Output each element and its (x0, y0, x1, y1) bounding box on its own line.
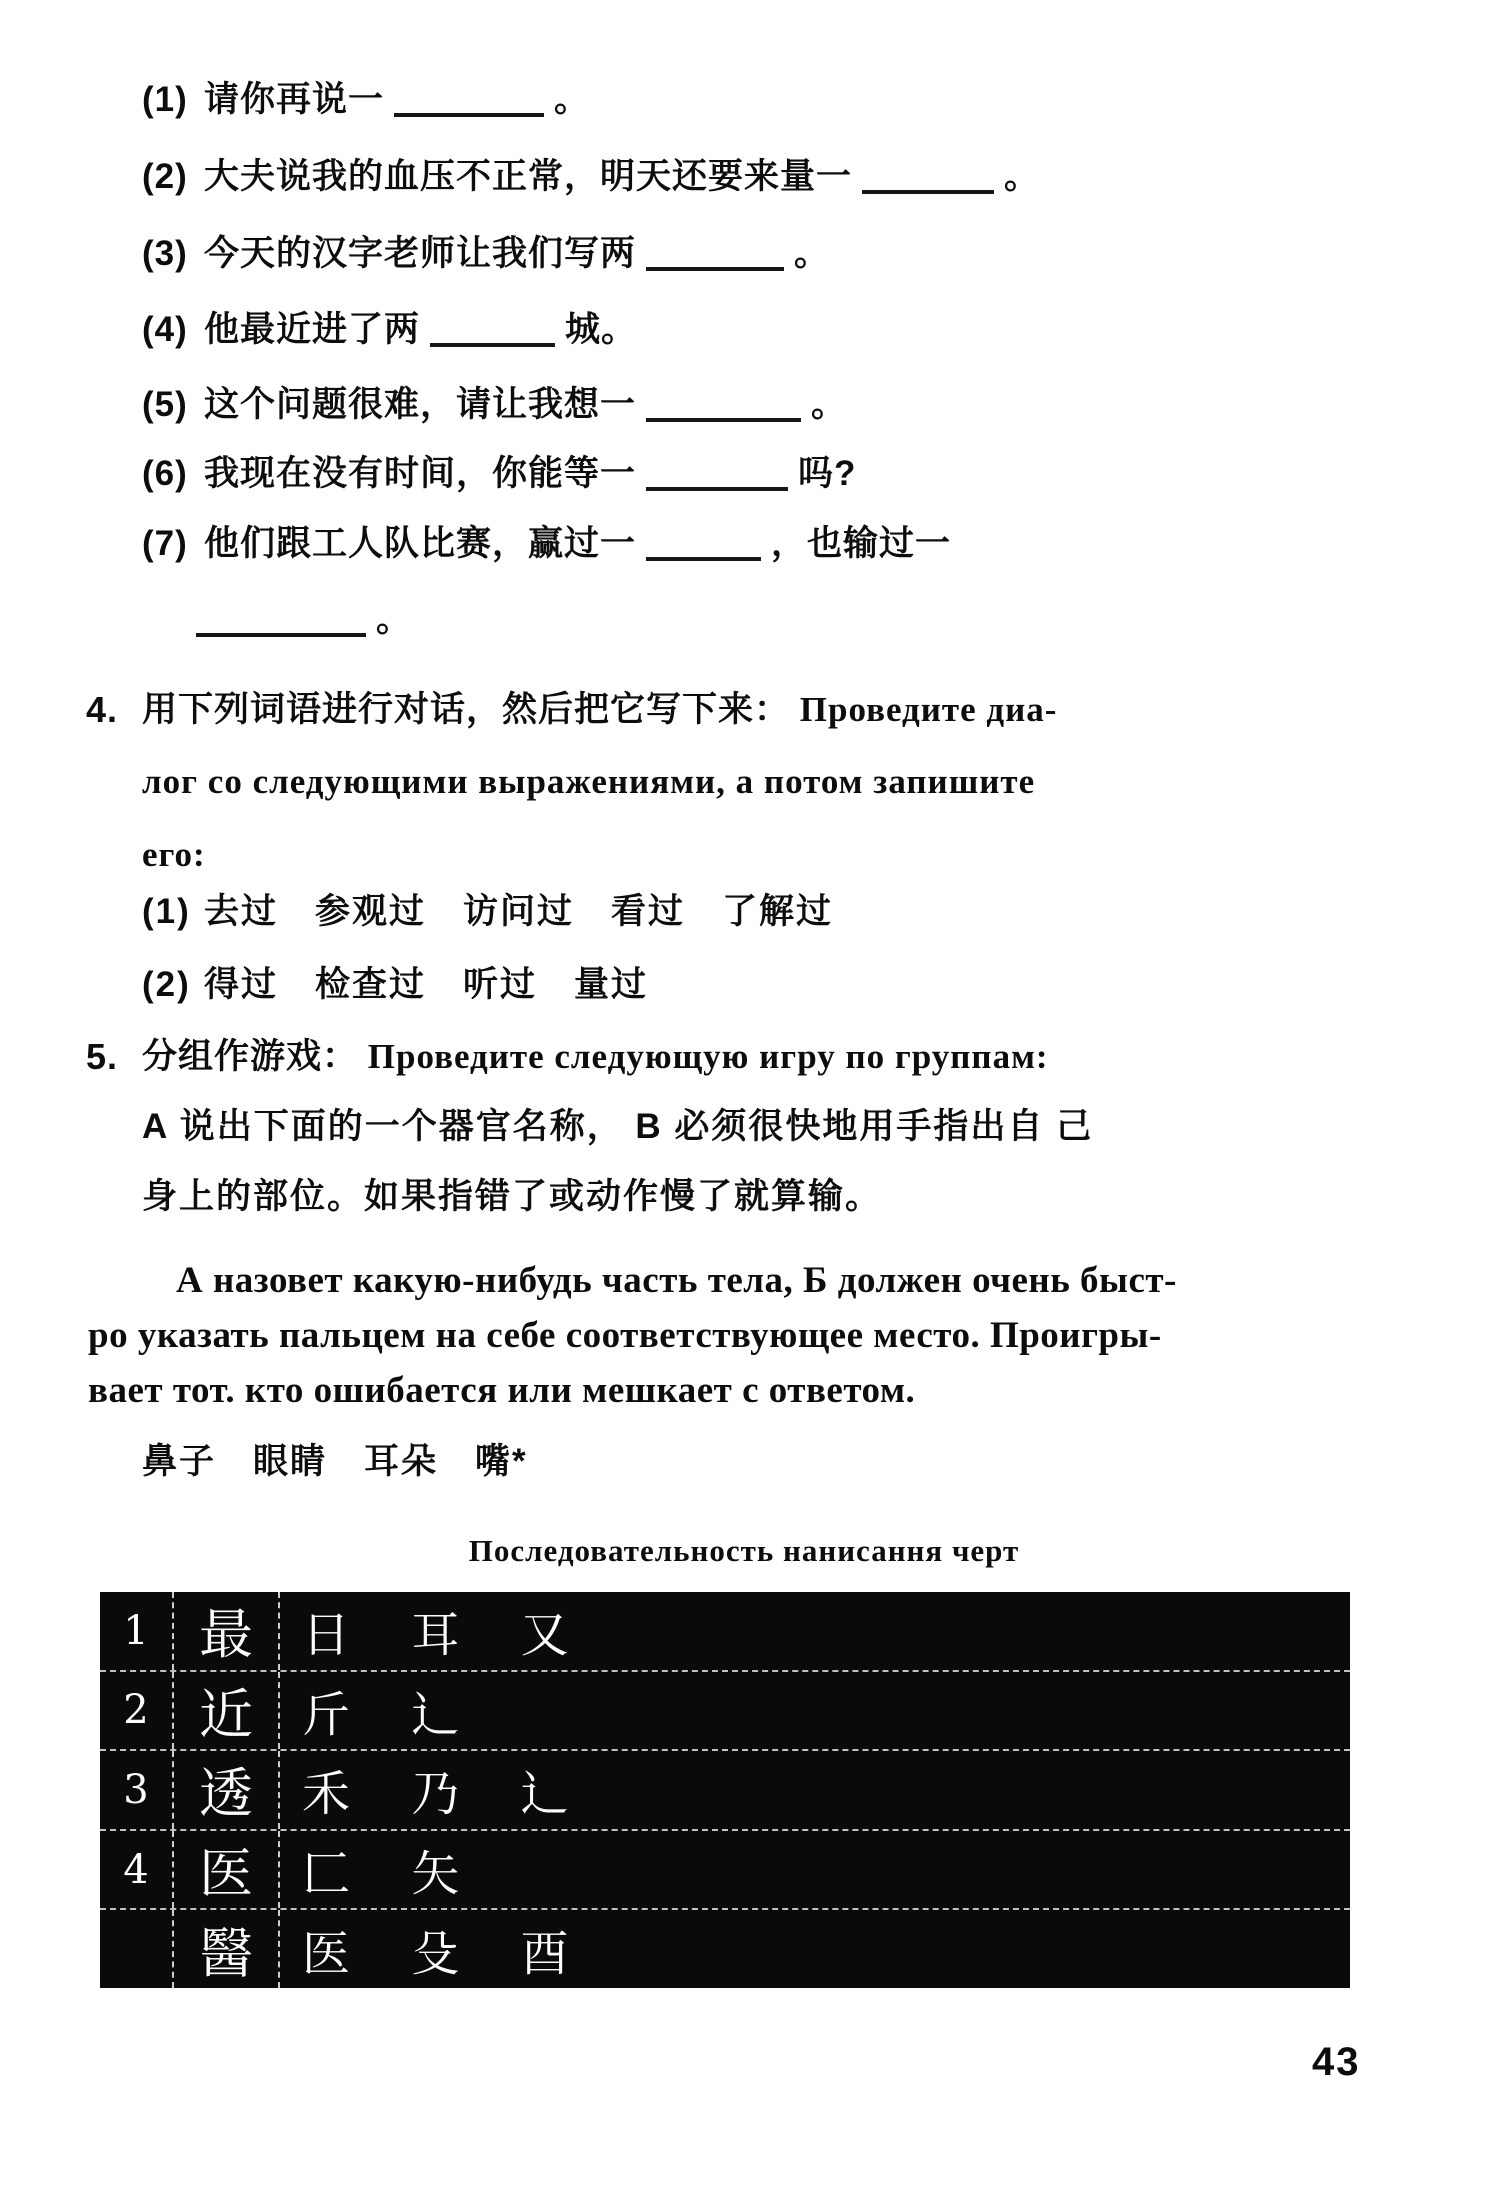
table-row (100, 1751, 1350, 1831)
fill-in-blank (430, 313, 555, 347)
exercise3-item-2 (142, 155, 1040, 199)
row-stroke-steps: 日 耳 又 (302, 1609, 593, 1663)
stroke-order-table (100, 1592, 1350, 1988)
row-number: 2 (100, 1672, 174, 1750)
exercise5-line3: 身上的部位。如果指错了或动作慢了就算输。 (142, 1177, 883, 1216)
item-text-after: ，也输过一 (771, 524, 952, 563)
exercise3-item-7 (142, 522, 951, 566)
item-text: 今天的汉字老师让我们写两 (204, 234, 637, 273)
fill-in-blank (196, 603, 366, 637)
row-number: 4 (100, 1831, 174, 1909)
fill-in-blank (394, 83, 544, 117)
exercise5-header (86, 1035, 1049, 1079)
item-text-after: 城。 (565, 310, 638, 349)
fill-in-blank (646, 237, 784, 271)
fill-in-blank (646, 527, 761, 561)
item-text: 请你再说一 (204, 80, 385, 119)
item-text-after: 。 (1004, 157, 1041, 196)
fill-in-blank (862, 160, 994, 194)
exercise4-header (86, 688, 1058, 732)
item-text-after: 。 (554, 80, 591, 119)
row-stroke-steps: 斤 辶 (302, 1688, 484, 1742)
item-number: (2) (142, 157, 188, 196)
exercise4-line3: его: (142, 835, 206, 874)
row-character: 近 (174, 1672, 280, 1750)
row-character: 醫 (174, 1910, 280, 1988)
russian-paragraph-line2: ро указать пальцем на себе соответствующее место. Проигры- (88, 1315, 1162, 1356)
exercise3-item-5 (142, 383, 847, 427)
page-number: 43 (1312, 2040, 1361, 2084)
exercise5-line2: A 说出下面的一个器官名称， B 必须很快地用手指出自 己 (142, 1107, 1094, 1146)
item-text: 他最近进了两 (204, 310, 421, 349)
item-number: (6) (142, 454, 188, 493)
row-number (100, 1910, 174, 1988)
row-stroke-steps: 禾 乃 辶 (302, 1768, 593, 1822)
item-text: 这个问题很难，请让我想一 (204, 385, 637, 424)
sublist-number: (1) (142, 892, 191, 931)
item-number: (7) (142, 524, 188, 563)
row-number: 3 (100, 1751, 174, 1829)
exercise4-wordlist-2 (142, 963, 648, 1007)
item-text: 他们跟工人队比赛，赢过一 (204, 524, 637, 563)
exercise4-wordlist-1 (142, 890, 833, 934)
row-character: 透 (174, 1751, 280, 1829)
exercise3-item-6 (142, 452, 856, 496)
word-list: 去过 参观过 访问过 看过 了解过 (204, 892, 834, 931)
exercise3-item-1 (142, 78, 590, 122)
table-row (100, 1910, 1350, 1988)
row-stroke-steps: 匚 矢 (302, 1848, 484, 1902)
exercise3-item-4 (142, 308, 637, 352)
table-row (100, 1831, 1350, 1911)
item-text-after: 。 (376, 600, 413, 639)
stroke-order-title: Последовательность нанисання черт (468, 1533, 1020, 1568)
body-parts-word-list: 鼻子 眼睛 耳朵 嘴* (142, 1442, 528, 1481)
fill-in-blank (646, 388, 801, 422)
exercise3-item-3 (142, 232, 830, 276)
item-number: (1) (142, 80, 188, 119)
table-row (100, 1672, 1350, 1752)
item-text-after: 。 (794, 234, 831, 273)
row-character: 医 (174, 1831, 280, 1909)
item-number: (4) (142, 310, 188, 349)
exercise4-line2: лог со следующими выражениями, а потом запишите (142, 762, 1036, 801)
item-number: (3) (142, 234, 188, 273)
russian-paragraph-line3: вает тот. кто ошибается или мешкает с ответом. (88, 1370, 916, 1411)
word-list: 得过 检查过 听过 量过 (204, 965, 649, 1004)
item-text: 大夫说我的血压不正常，明天还要来量一 (204, 157, 853, 196)
sublist-number: (2) (142, 965, 191, 1004)
row-stroke-steps: 医 殳 酉 (302, 1927, 593, 1981)
russian-paragraph-line1: А назовет какую-нибудь часть тела, Б должен очень быст- (176, 1260, 1177, 1301)
exercise5-line1: 分组作游戏： Проведите следующую игру по группам: (142, 1037, 1049, 1076)
item-text-after: 。 (811, 385, 848, 424)
exercise4-line1: 用下列词语进行对话，然后把它写下来： Проведите диа- (142, 690, 1058, 729)
row-character: 最 (174, 1592, 280, 1670)
row-number: 1 (100, 1592, 174, 1670)
item-text: 我现在没有时间，你能等一 (204, 454, 637, 493)
exercise3-item-7-continuation (196, 598, 412, 642)
exercise4-number: 4. (86, 689, 119, 730)
item-number: (5) (142, 385, 188, 424)
item-text-after: 吗? (798, 454, 857, 493)
exercise5-number: 5. (86, 1036, 119, 1077)
fill-in-blank (646, 457, 788, 491)
table-row (100, 1592, 1350, 1672)
